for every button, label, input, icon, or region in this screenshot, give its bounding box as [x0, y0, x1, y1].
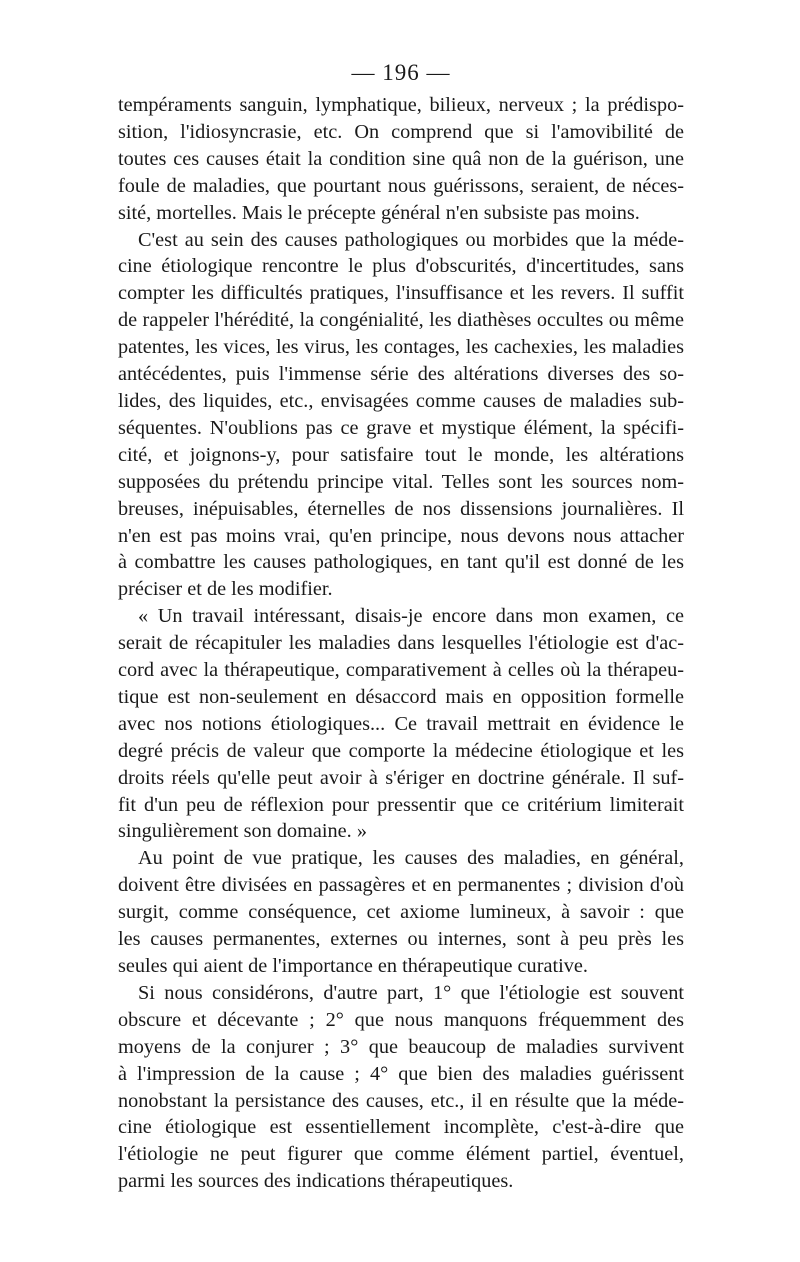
text-line: seules qui aient de l'importance en thérapeutique curative.	[118, 955, 588, 977]
text-line: l'étiologie ne peut figurer que comme élément partiel, éventuel,	[118, 1143, 684, 1166]
text-line: foule de maladies, que pourtant nous guérissons, seraient, de néces-	[118, 174, 684, 197]
text-line: lides, des liquides, etc., envisagées comme causes de maladies sub-	[118, 389, 684, 412]
text-line: tique est non-seulement en désaccord mais en opposition formelle	[118, 685, 684, 708]
text-line: nonobstant la persistance des causes, etc., il en résulte que la méde-	[118, 1089, 684, 1112]
text-line: C'est au sein des causes pathologiques ou morbides que la méde-	[138, 228, 684, 251]
paragraph-2	[118, 227, 684, 604]
text-line: « Un travail intéressant, disais-je encore dans mon examen, ce	[138, 605, 684, 628]
text-line: parmi les sources des indications thérapeutiques.	[118, 1170, 514, 1193]
text-line: Au point de vue pratique, les causes des maladies, en général,	[138, 847, 684, 870]
text-line: degré précis de valeur que comporte la médecine étiologique et les	[118, 739, 684, 762]
paragraph-1	[118, 92, 684, 227]
text-line: patentes, les vices, les virus, les contages, les cachexies, les maladies	[118, 336, 684, 359]
text-line: cine étiologique rencontre le plus d'obscurités, d'incertitudes, sans	[118, 255, 684, 278]
text-line: tempéraments sanguin, lymphatique, bilieux, nerveux ; la prédispo-	[118, 94, 684, 116]
text-line: séquentes. N'oublions pas ce grave et mystique élément, la spécifi-	[118, 416, 684, 439]
text-line: de rappeler l'hérédité, la congénialité, les diathèses occultes ou même	[118, 309, 684, 332]
text-line: singulièrement son domaine. »	[118, 820, 367, 843]
paragraph-3	[118, 603, 684, 845]
text-line: avec nos notions étiologiques... Ce travail mettrait en évidence le	[118, 712, 684, 735]
text-line: à combattre les causes pathologiques, en tant qu'il est donné de les	[118, 551, 684, 574]
text-line: cité, et joignons-y, pour satisfaire tout le monde, les altérations	[118, 443, 684, 466]
text-line: toutes ces causes était la condition sine quâ non de la guérison, une	[118, 147, 684, 170]
text-line: antécédentes, puis l'immense série des altérations diverses des so-	[118, 363, 684, 386]
text-line: droits réels qu'elle peut avoir à s'ériger en doctrine générale. Il suf-	[118, 766, 684, 789]
text-line: serait de récapituler les maladies dans lesquelles l'étiologie est d'ac-	[118, 632, 684, 655]
text-line: les causes permanentes, externes ou internes, sont à peu près les	[118, 928, 684, 951]
text-line: cine étiologique est essentiellement incomplète, c'est-à-dire que	[118, 1116, 684, 1139]
page-number: — 196 —	[351, 60, 451, 85]
text-line: à l'impression de la cause ; 4° que bien des maladies guérissent	[118, 1062, 684, 1085]
text-line: supposées du prétendu principe vital. Telles sont les sources nom-	[118, 470, 684, 493]
text-line: moyens de la conjurer ; 3° que beaucoup de maladies survivent	[118, 1035, 684, 1058]
paragraph-5	[118, 980, 684, 1195]
text-line: doivent être divisées en passagères et en permanentes ; division d'où	[118, 874, 684, 897]
text-line: sité, mortelles. Mais le précepte général n'en subsiste pas moins.	[118, 201, 640, 224]
text-line: fit d'un peu de réflexion pour pressentir que ce critérium limiterait	[118, 793, 684, 816]
text-line: préciser et de les modifier.	[118, 578, 333, 601]
text-line: obscure et décevante ; 2° que nous manquons fréquemment des	[118, 1008, 684, 1031]
text-line: surgit, comme conséquence, cet axiome lumineux, à savoir : que	[118, 901, 684, 924]
text-line: cord avec la thérapeutique, comparativement à celles où la thérapeu-	[118, 659, 684, 682]
paragraph-4	[118, 845, 684, 980]
text-line: sition, l'idiosyncrasie, etc. On comprend que si l'amovibilité de	[118, 120, 684, 143]
book-page	[118, 58, 684, 1195]
text-line: breuses, inépuisables, éternelles de nos dissensions journalières. Il	[118, 497, 684, 520]
text-line: Si nous considérons, d'autre part, 1° que l'étiologie est souvent	[138, 981, 684, 1004]
text-line: compter les difficultés pratiques, l'insuffisance et les revers. Il suffit	[118, 282, 684, 305]
text-line: n'en est pas moins vrai, qu'en principe, nous devons nous attacher	[118, 524, 684, 547]
